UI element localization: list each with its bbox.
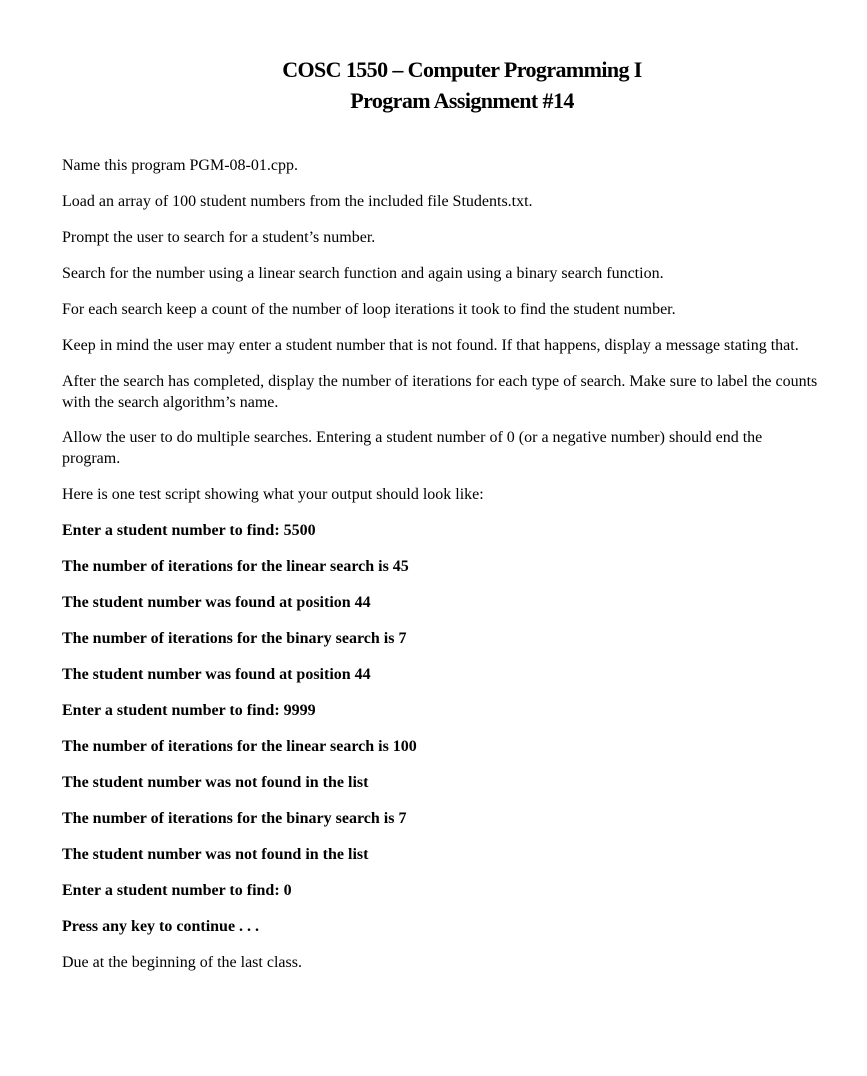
sample-output-line: Enter a student number to find: 9999 — [62, 701, 316, 719]
instruction-display-counts: After the search has completed, display the number of iterations for each type of search. Make sure to label the counts with the search algorithm’s name. — [62, 372, 818, 411]
instruction-prompt-user: Prompt the user to search for a student’s number. — [62, 228, 376, 246]
sample-output-line: The student number was found at position 44 — [62, 665, 371, 683]
instruction-multiple-searches: Allow the user to do multiple searches. Entering a student number of 0 (or a negative number) should end the program. — [62, 429, 763, 468]
sample-output-line: Enter a student number to find: 0 — [62, 881, 292, 899]
sample-output-line: The number of iterations for the linear search is 100 — [62, 737, 417, 755]
sample-output-line: Enter a student number to find: 5500 — [62, 522, 316, 540]
document-body — [62, 156, 822, 989]
sample-output-line: The number of iterations for the linear search is 45 — [62, 558, 409, 576]
assignment-title: Program Assignment #14 — [350, 88, 574, 113]
course-title: COSC 1550 – Computer Programming I — [282, 57, 642, 82]
sample-output-line: The student number was not found in the list — [62, 845, 369, 863]
sample-output-line: The student number was found at position 44 — [62, 594, 371, 612]
instruction-load-array: Load an array of 100 student numbers from the included file Students.txt. — [62, 192, 533, 210]
sample-output-line: Press any key to continue . . . — [62, 917, 260, 935]
due-date-note: Due at the beginning of the last class. — [62, 953, 302, 971]
instruction-not-found: Keep in mind the user may enter a student number that is not found. If that happens, display a message stating that. — [62, 336, 799, 354]
instruction-search-functions: Search for the number using a linear search function and again using a binary search function. — [62, 264, 664, 282]
sample-output-line: The number of iterations for the binary search is 7 — [62, 630, 407, 647]
document-title — [0, 54, 867, 116]
sample-output-line: The student number was not found in the list — [62, 773, 369, 791]
instruction-count-iterations: For each search keep a count of the number of loop iterations it took to find the student number. — [62, 300, 676, 318]
instruction-program-name: Name this program PGM-08-01.cpp. — [62, 157, 298, 174]
instruction-test-script: Here is one test script showing what your output should look like: — [62, 486, 484, 504]
sample-output-line: The number of iterations for the binary search is 7 — [62, 809, 407, 827]
